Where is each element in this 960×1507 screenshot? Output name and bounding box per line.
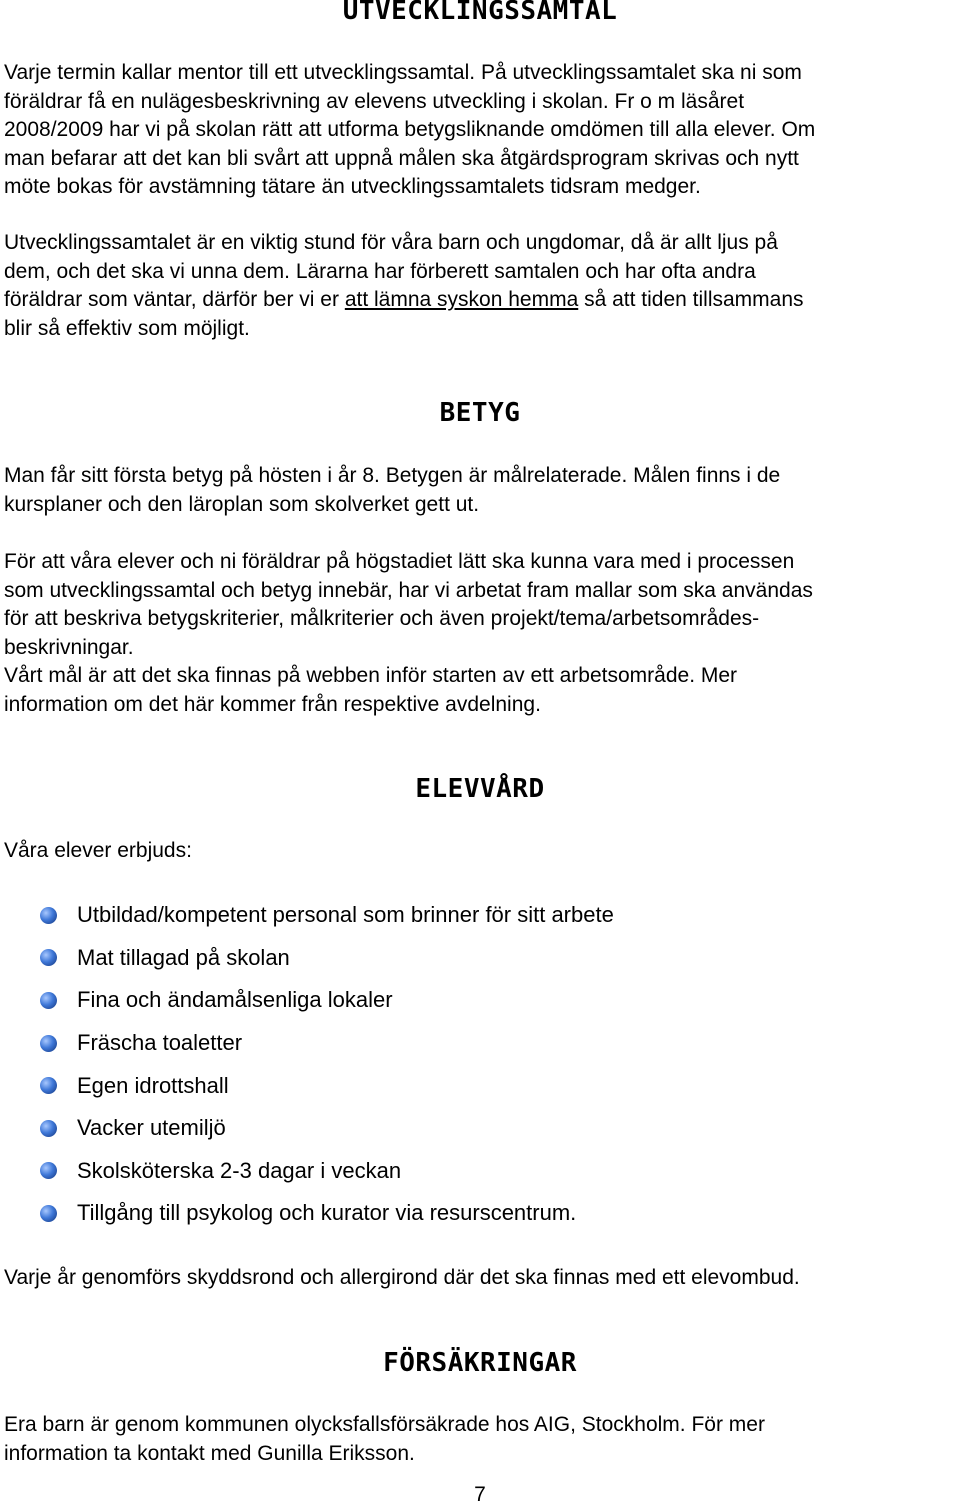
text-line: Era barn är genom kommunen olycksfallsförsäkrade hos AIG, Stockholm. För mer — [4, 1413, 765, 1436]
underlined-text: att lämna syskon hemma — [344, 288, 579, 311]
list-item-label: Tillgång till psykolog och kurator via resurscentrum. — [77, 1200, 577, 1226]
bullet-icon — [40, 1205, 57, 1222]
elevvard-outro — [4, 1264, 954, 1293]
list-item — [40, 894, 614, 937]
heading-betyg: BETYG — [439, 398, 521, 428]
text-line: Vårt mål är att det ska finnas på webben inför starten av ett arbetsområde. Mer — [4, 664, 738, 687]
text-line: föräldrar få en nulägesbeskrivning av elevens utveckling i skolan. Fr o m läsåret — [4, 89, 745, 113]
list-item-label: Fina och ändamålsenliga lokaler — [77, 987, 393, 1013]
bullet-icon — [40, 1077, 57, 1094]
text-line: kursplaner och den läroplan som skolverket gett ut. — [4, 492, 480, 516]
list-item — [40, 937, 614, 980]
elevvard-intro — [4, 837, 954, 866]
heading-utvecklingssamtal: UTVECKLINGSSAMTAL — [342, 0, 618, 26]
text-line: man befarar att det kan bli svårt att uppnå målen ska åtgärdsprogram skrivas och nytt — [4, 146, 799, 170]
text-line: Utvecklingssamtalet är en viktig stund för våra barn och ungdomar, då är allt ljus på — [4, 231, 778, 254]
list-item — [40, 1107, 614, 1150]
bullet-icon — [40, 949, 57, 966]
elevvard-list — [40, 894, 614, 1235]
text-line: information om det här kommer från respektive avdelning. — [4, 692, 541, 716]
list-item-label: Fräscha toaletter — [77, 1030, 243, 1056]
text-line: dem, och det ska vi unna dem. Lärarna har förberett samtalen och har ofta andra — [4, 259, 756, 283]
text-line: Varje termin kallar mentor till ett utvecklingssamtal. På utvecklingssamtalet ska ni som — [4, 61, 802, 84]
text-line: 2008/2009 har vi på skolan rätt att utforma betygsliknande omdömen till alla elever. Om — [4, 118, 816, 141]
text-line: För att våra elever och ni föräldrar på högstadiet lätt ska kunna vara med i processen — [4, 550, 795, 573]
bullet-icon — [40, 907, 57, 924]
list-item-label: Egen idrottshall — [77, 1072, 229, 1098]
text-line: möte bokas för avstämning tätare än utvecklingssamtalets tidsram medger. — [4, 175, 701, 198]
text-line: Varje år genomförs skyddsrond och allergirond där det ska finnas med ett elevombud. — [4, 1266, 800, 1289]
bullet-icon — [40, 1120, 57, 1137]
list-item-label: Mat tillagad på skolan — [77, 944, 290, 970]
list-item-label: Skolsköterska 2-3 dagar i veckan — [77, 1157, 402, 1183]
text-fragment: så att tiden tillsammans — [578, 288, 804, 311]
text-fragment: föräldrar som väntar, därför ber vi er — [4, 288, 345, 311]
list-item — [40, 1150, 614, 1193]
page-number: 7 — [474, 1483, 486, 1506]
paragraph-betyg-2 — [4, 548, 954, 719]
text-line: som utvecklingssamtal och betyg innebär, har vi arbetat fram mallar som ska användas — [4, 578, 813, 602]
text-line: beskrivningar. — [4, 635, 134, 659]
list-item — [40, 979, 614, 1022]
text-line: Våra elever erbjuds: — [4, 839, 192, 862]
list-item-label: Vacker utemiljö — [77, 1115, 226, 1141]
text-line — [4, 286, 954, 315]
paragraph-utvecklingssamtal-2 — [4, 229, 954, 343]
heading-forsakringar: FÖRSÄKRINGAR — [383, 1348, 577, 1378]
paragraph-forsakringar — [4, 1411, 954, 1468]
paragraph-betyg-1 — [4, 462, 954, 519]
bullet-icon — [40, 992, 57, 1009]
heading-elevvard: ELEVVÅRD — [415, 774, 545, 804]
list-item-label: Utbildad/kompetent personal som brinner för sitt arbete — [77, 902, 614, 928]
text-line: blir så effektiv som möjligt. — [4, 316, 250, 340]
text-line: information ta kontakt med Gunilla Eriksson. — [4, 1441, 415, 1465]
text-line: Man får sitt första betyg på hösten i år 8. Betygen är målrelaterade. Målen finns i de — [4, 464, 781, 487]
list-item — [40, 1064, 614, 1107]
text-line: för att beskriva betygskriterier, målkriterier och även projekt/tema/arbetsområdes- — [4, 607, 760, 630]
list-item — [40, 1192, 614, 1235]
list-item — [40, 1022, 614, 1065]
bullet-icon — [40, 1035, 57, 1052]
paragraph-utvecklingssamtal-1 — [4, 59, 954, 202]
bullet-icon — [40, 1162, 57, 1179]
